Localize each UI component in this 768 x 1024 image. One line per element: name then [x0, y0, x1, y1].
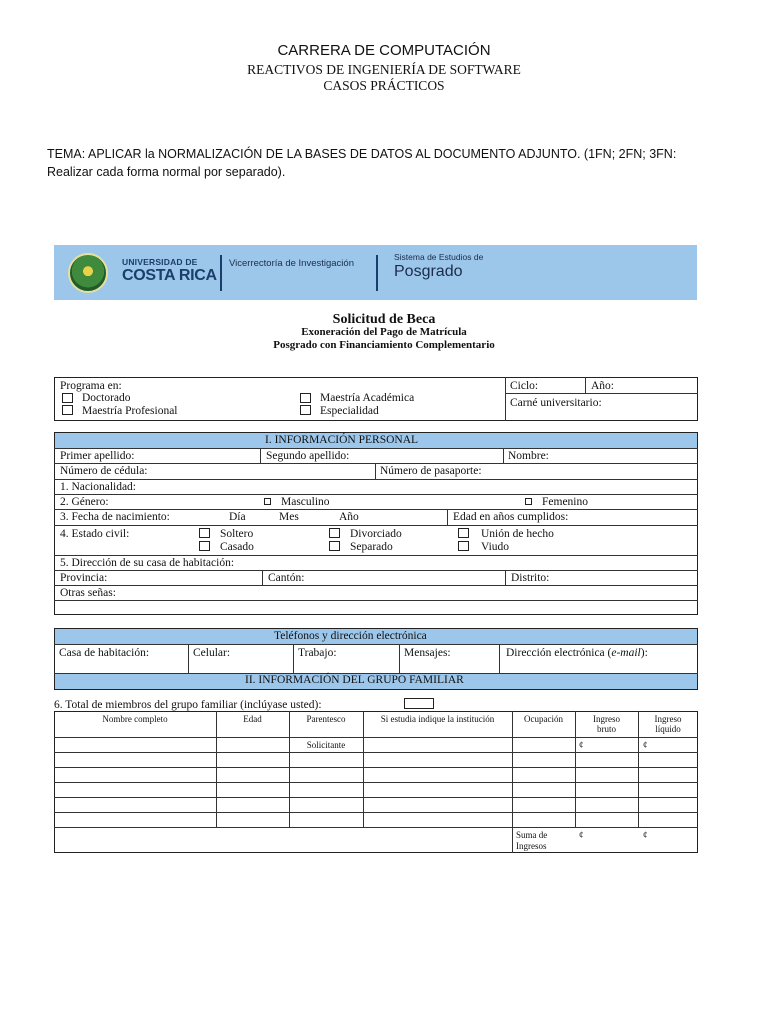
table-col-divider: [512, 711, 513, 853]
celular-field[interactable]: Celular:: [193, 647, 231, 659]
table-col-divider: [289, 711, 290, 827]
doctorado-checkbox[interactable]: [62, 393, 73, 403]
casado-checkbox[interactable]: [199, 541, 210, 551]
maestria-academica-label: Maestría Académica: [320, 392, 415, 404]
femenino-checkbox[interactable]: [525, 498, 532, 505]
genero-label: 2. Género:: [60, 496, 109, 508]
personal-info-heading: I. INFORMACIÓN PERSONAL: [265, 434, 419, 446]
form-title: Solicitud de Beca: [332, 312, 436, 327]
soltero-checkbox[interactable]: [199, 528, 210, 538]
system-label: Sistema de Estudios de: [394, 252, 484, 262]
table-row-divider: [54, 767, 698, 768]
university-name-line2: COSTA RICA: [122, 267, 217, 284]
canton-field[interactable]: Cantón:: [268, 572, 305, 584]
table-row-divider: [54, 827, 698, 828]
divorciado-checkbox[interactable]: [329, 528, 340, 538]
phones-heading: Teléfonos y dirección electrónica: [274, 630, 427, 642]
estado-civil-label: 4. Estado civil:: [60, 528, 130, 540]
direccion-label: 5. Dirección de su casa de habitación:: [60, 557, 235, 569]
femenino-label: Femenino: [542, 496, 588, 508]
anio-nacimiento-field[interactable]: Año: [339, 511, 359, 523]
divider: [505, 570, 506, 585]
table-col-divider: [575, 711, 576, 827]
col-header-ocupacion: Ocupación: [524, 714, 563, 724]
edad-field[interactable]: Edad en años cumplidos:: [453, 511, 569, 523]
divider: [54, 644, 698, 645]
divider: [54, 509, 698, 510]
distrito-field[interactable]: Distrito:: [511, 572, 550, 584]
dia-field[interactable]: Día: [229, 511, 246, 523]
divider: [54, 555, 698, 556]
col-header-ingreso-liquido: Ingreso líquido: [654, 714, 682, 734]
divider: [505, 377, 506, 421]
university-banner: [54, 245, 697, 300]
carne-field[interactable]: Carné universitario:: [510, 397, 602, 409]
soltero-label: Soltero: [220, 528, 254, 540]
vice-rectory-label: Vicerrectoría de Investigación: [229, 258, 354, 269]
divider: [54, 585, 698, 586]
casado-label: Casado: [220, 541, 254, 553]
banner-divider: [220, 255, 222, 291]
table-col-divider: [216, 711, 217, 827]
col-header-edad: Edad: [243, 714, 262, 724]
masculino-checkbox[interactable]: [264, 498, 271, 505]
topic-instructions: TEMA: APLICAR la NORMALIZACIÓN DE LA BASES DE DATOS AL DOCUMENTO ADJUNTO. (1FN; 2FN; 3FN: Realizar cada forma normal por separado).: [47, 147, 677, 179]
divider: [54, 463, 698, 464]
separado-label: Separado: [350, 541, 393, 553]
banner-divider: [376, 255, 378, 291]
divider: [188, 644, 189, 673]
table-row-divider: [54, 752, 698, 753]
table-row-divider: [54, 782, 698, 783]
maestria-profesional-checkbox[interactable]: [62, 405, 73, 415]
casa-phone-field[interactable]: Casa de habitación:: [59, 647, 150, 659]
viudo-checkbox[interactable]: [458, 541, 469, 551]
colon-symbol: ¢: [643, 740, 648, 750]
family-total-label: 6. Total de miembros del grupo familiar (inclúyase usted):: [54, 699, 322, 711]
divider: [54, 494, 698, 495]
doctorado-label: Doctorado: [82, 392, 131, 404]
divider: [54, 448, 698, 449]
divider: [262, 570, 263, 585]
suma-ingresos-label: Suma de Ingresos: [516, 830, 548, 851]
maestria-academica-checkbox[interactable]: [300, 393, 311, 403]
divider: [54, 525, 698, 526]
divider: [54, 570, 698, 571]
primer-apellido-field[interactable]: Primer apellido:: [60, 450, 135, 462]
colon-symbol: ¢: [643, 830, 648, 840]
form-subtitle-2: Posgrado con Financiamiento Complementario: [273, 339, 495, 351]
maestria-profesional-label: Maestría Profesional: [82, 405, 178, 417]
program-label: Programa en:: [60, 380, 122, 392]
colon-symbol: ¢: [579, 830, 584, 840]
ciclo-field[interactable]: Ciclo:: [510, 380, 539, 392]
provincia-field[interactable]: Provincia:: [60, 572, 108, 584]
segundo-apellido-field[interactable]: Segundo apellido:: [266, 450, 350, 462]
union-hecho-checkbox[interactable]: [458, 528, 469, 538]
especialidad-checkbox[interactable]: [300, 405, 311, 415]
solicitante-cell: Solicitante: [306, 740, 346, 750]
divider: [505, 393, 698, 394]
divider: [399, 644, 400, 673]
document-subtitle-2: CASOS PRÁCTICOS: [323, 78, 445, 93]
document-subtitle: REACTIVOS DE INGENIERÍA DE SOFTWARE: [247, 62, 521, 77]
union-hecho-label: Unión de hecho: [481, 528, 554, 540]
pasaporte-field[interactable]: Número de pasaporte:: [380, 465, 482, 477]
divider: [375, 463, 376, 479]
divider: [293, 644, 294, 673]
divider: [503, 448, 504, 463]
otras-senas-field[interactable]: Otras señas:: [60, 587, 116, 599]
mensajes-field[interactable]: Mensajes:: [404, 647, 451, 659]
divider: [54, 479, 698, 480]
col-header-parentesco: Parentesco: [306, 714, 346, 724]
divider: [585, 377, 586, 393]
document-title: CARRERA DE COMPUTACIÓN: [277, 42, 491, 59]
viudo-label: Viudo: [481, 541, 510, 553]
table-row-divider: [54, 737, 698, 738]
masculino-label: Masculino: [281, 496, 330, 508]
table-col-divider: [363, 711, 364, 827]
divider: [54, 600, 698, 601]
form-subtitle: Exoneración del Pago de Matrícula: [301, 326, 467, 338]
trabajo-field[interactable]: Trabajo:: [298, 647, 337, 659]
col-header-estudia: Si estudia indique la institución: [380, 714, 495, 724]
divider: [260, 448, 261, 463]
mes-field[interactable]: Mes: [279, 511, 299, 523]
family-total-input[interactable]: [404, 698, 434, 709]
table-col-divider: [638, 711, 639, 827]
especialidad-label: Especialidad: [320, 405, 379, 417]
table-row-divider: [54, 797, 698, 798]
anio-field[interactable]: Año:: [591, 380, 614, 392]
divorciado-label: Divorciado: [350, 528, 402, 540]
fecha-nacimiento-label: 3. Fecha de nacimiento:: [60, 511, 170, 523]
email-field[interactable]: Dirección electrónica (e-mail):: [506, 647, 648, 659]
university-seal-icon: [68, 253, 108, 293]
colon-symbol: ¢: [579, 740, 584, 750]
cedula-field[interactable]: Número de cédula:: [60, 465, 148, 477]
col-header-ingreso-bruto: Ingreso bruto: [593, 714, 620, 734]
table-row-divider: [54, 812, 698, 813]
university-name-line1: UNIVERSIDAD DE: [122, 257, 198, 267]
posgrado-label: Posgrado: [394, 263, 463, 280]
family-info-heading: II. INFORMACIÓN DEL GRUPO FAMILIAR: [245, 674, 464, 686]
col-header-nombre: Nombre completo: [102, 714, 168, 724]
separado-checkbox[interactable]: [329, 541, 340, 551]
nombre-field[interactable]: Nombre:: [508, 450, 549, 462]
nacionalidad-field[interactable]: 1. Nacionalidad:: [60, 481, 137, 493]
divider: [447, 509, 448, 525]
divider: [499, 644, 500, 673]
